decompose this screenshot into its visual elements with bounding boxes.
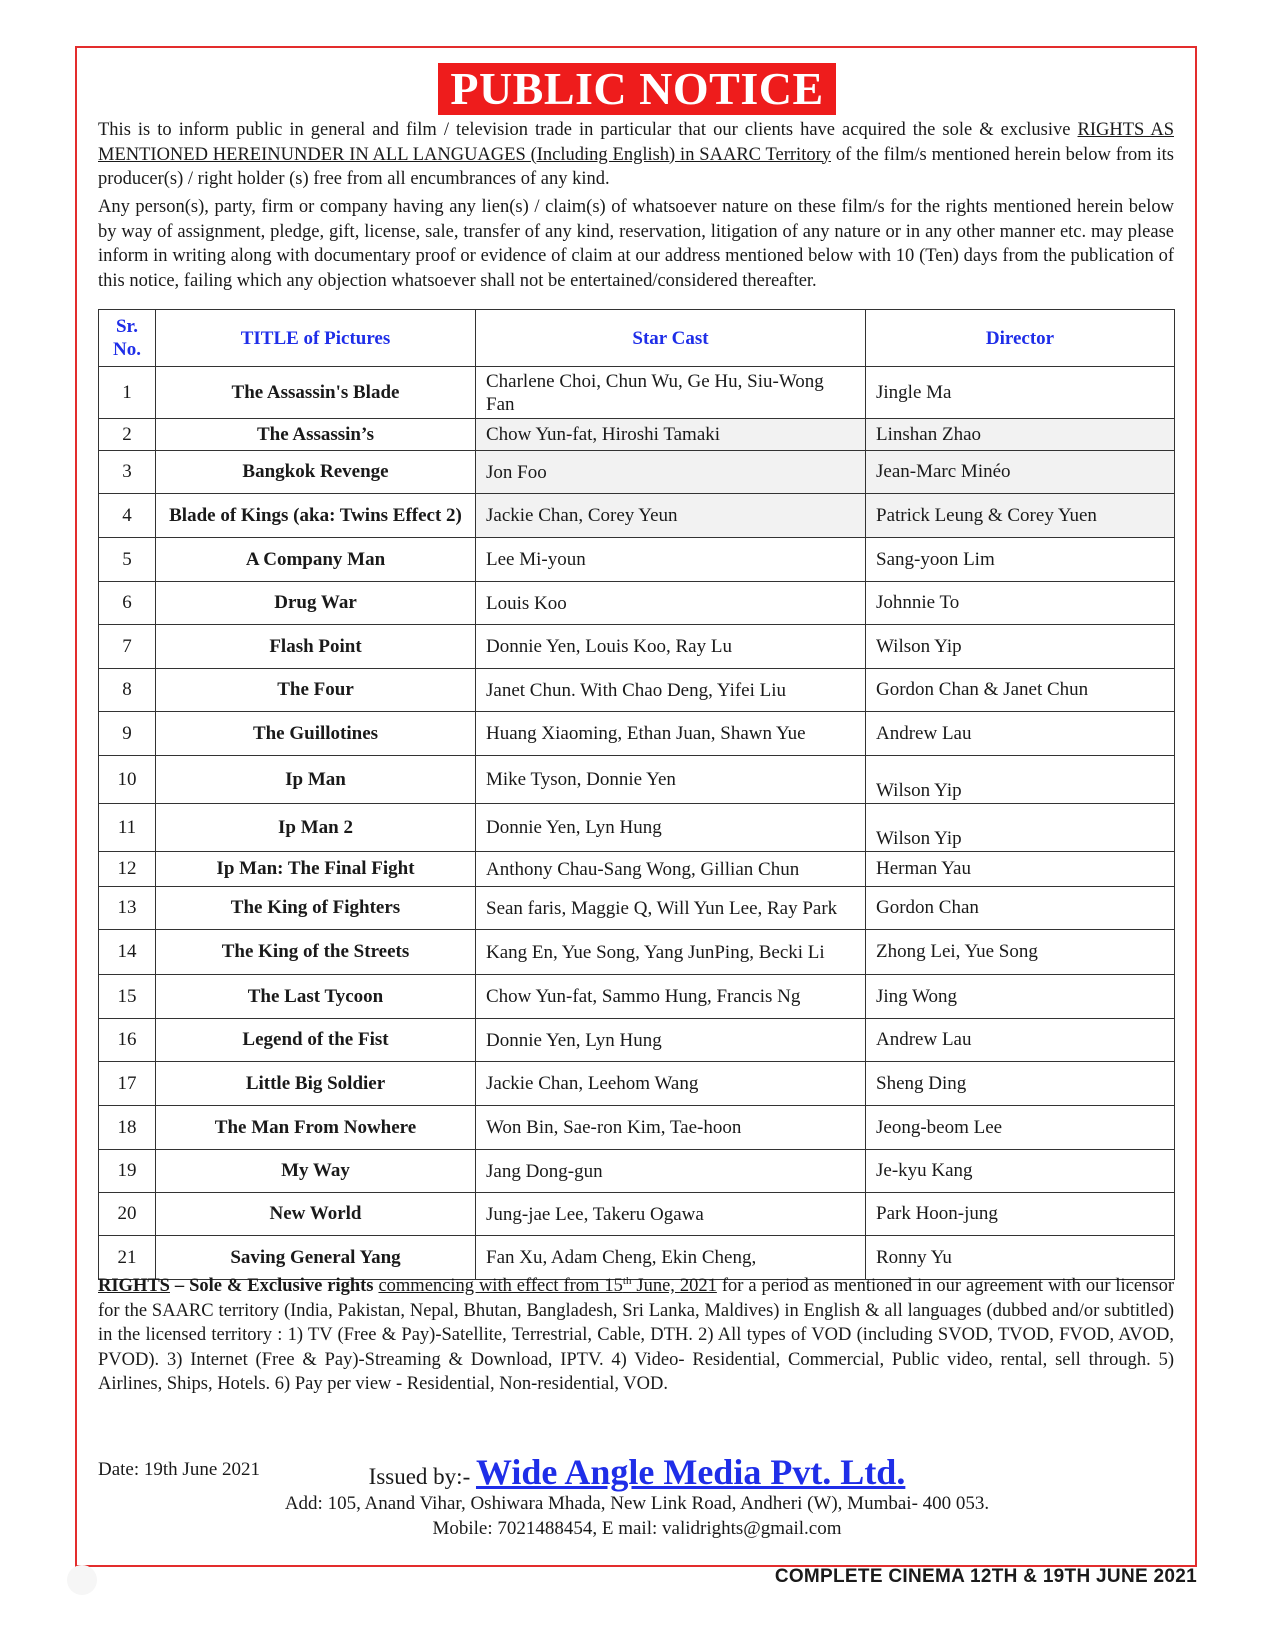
cell-title: Ip Man 2 — [156, 804, 476, 852]
claims-paragraph: Any person(s), party, firm or company having any lien(s) / claim(s) of whatsoever nature on these film/s for the rights mentioned herein below by way of assignment, pledge, gift, license, sale, transfer of any kind, reservation, litigation of any nature or in any other manner etc. may please inform in writing along with documentary proof or evidence of claim at our address mentioned below with 10 (Ten) days from the publication of this notice, failing which any objection whatsoever shall not be entertained/considered thereafter. — [98, 197, 1174, 291]
cell-sr-no: 11 — [99, 804, 156, 852]
cell-sr-no: 12 — [99, 852, 156, 887]
cell-sr-no: 1 — [99, 367, 156, 419]
cell-star-cast: Chow Yun-fat, Sammo Hung, Francis Ng — [476, 975, 866, 1019]
cell-title: Flash Point — [156, 625, 476, 669]
cell-director: Andrew Lau — [866, 712, 1175, 756]
cell-director: Jing Wong — [866, 975, 1175, 1019]
table-row — [99, 712, 1175, 756]
table-row — [99, 1019, 1175, 1062]
company-name-link[interactable]: Wide Angle Media Pvt. Ltd. — [475, 1452, 906, 1492]
cell-star-cast: Sean faris, Maggie Q, Will Yun Lee, Ray Park — [476, 887, 866, 930]
intro-text-b: of the film/s mentioned herein below from its producer(s) / right holder (s) free from all encumbrances of any kind. — [98, 144, 1174, 189]
cell-star-cast: Jackie Chan, Leehom Wang — [476, 1062, 866, 1106]
intro-paragraph — [98, 118, 1174, 192]
table-row — [99, 975, 1175, 1019]
header-title: TITLE of Pictures — [156, 310, 476, 367]
cell-star-cast: Donnie Yen, Louis Koo, Ray Lu — [476, 625, 866, 669]
cell-star-cast: Jon Foo — [476, 451, 866, 494]
header-star-cast: Star Cast — [476, 310, 866, 367]
table-row — [99, 494, 1175, 538]
cell-title: The King of the Streets — [156, 930, 476, 975]
cell-director: Wilson Yip — [866, 625, 1175, 669]
cell-sr-no: 17 — [99, 1062, 156, 1106]
cell-star-cast: Mike Tyson, Donnie Yen — [476, 756, 866, 804]
cell-director: Jeong-beom Lee — [866, 1106, 1175, 1150]
rights-label: RIGHTS — [98, 1276, 170, 1296]
table-header-row — [99, 310, 1175, 367]
cell-title: Ip Man — [156, 756, 476, 804]
cell-director: Johnnie To — [866, 582, 1175, 625]
cell-star-cast: Donnie Yen, Lyn Hung — [476, 1019, 866, 1062]
cell-sr-no: 5 — [99, 538, 156, 582]
rights-commencement: commencing with effect from 15th June, 2021 — [378, 1274, 717, 1296]
table-row — [99, 582, 1175, 625]
cell-title: The Guillotines — [156, 712, 476, 756]
issuer-contact: Mobile: 7021488454, E mail: validrights@gmail.com — [432, 1518, 842, 1539]
cell-director: Herman Yau — [866, 852, 1175, 887]
cell-title: Saving General Yang — [156, 1236, 476, 1280]
cell-director: Linshan Zhao — [866, 419, 1175, 451]
cell-director: Gordon Chan & Janet Chun — [866, 669, 1175, 712]
table-row — [99, 419, 1175, 451]
cell-title: The Assassin’s — [156, 419, 476, 451]
table-row — [99, 804, 1175, 852]
cell-star-cast: Won Bin, Sae-ron Kim, Tae-hoon — [476, 1106, 866, 1150]
cell-title: The Assassin's Blade — [156, 367, 476, 419]
cell-title: Drug War — [156, 582, 476, 625]
intro-text-a: This is to inform public in general and film / television trade in particular that our clients have acquired the sole & exclusive — [98, 120, 1078, 140]
cell-title: A Company Man — [156, 538, 476, 582]
cell-sr-no: 9 — [99, 712, 156, 756]
cell-star-cast: Fan Xu, Adam Cheng, Ekin Cheng, — [476, 1236, 866, 1280]
cell-sr-no: 13 — [99, 887, 156, 930]
cell-title: The Four — [156, 669, 476, 712]
table-row — [99, 451, 1175, 494]
cell-title: The Man From Nowhere — [156, 1106, 476, 1150]
cell-star-cast: Louis Koo — [476, 582, 866, 625]
table-row — [99, 1193, 1175, 1236]
cell-star-cast: Donnie Yen, Lyn Hung — [476, 804, 866, 852]
table-row — [99, 367, 1175, 419]
cell-star-cast: Kang En, Yue Song, Yang JunPing, Becki Li — [476, 930, 866, 975]
table-row — [99, 625, 1175, 669]
cell-sr-no: 7 — [99, 625, 156, 669]
cell-title: Blade of Kings (aka: Twins Effect 2) — [156, 494, 476, 538]
cell-director: Gordon Chan — [866, 887, 1175, 930]
rights-paragraph — [98, 1274, 1174, 1397]
header-director: Director — [866, 310, 1175, 367]
cell-star-cast: Charlene Choi, Chun Wu, Ge Hu, Siu-Wong Fan — [476, 367, 866, 419]
cell-sr-no: 20 — [99, 1193, 156, 1236]
cell-sr-no: 18 — [99, 1106, 156, 1150]
page-fold-mark — [67, 1565, 97, 1595]
table-row — [99, 756, 1175, 804]
cell-title: New World — [156, 1193, 476, 1236]
title-wrap — [0, 63, 1274, 115]
notice-title: PUBLIC NOTICE — [438, 63, 835, 115]
cell-sr-no: 2 — [99, 419, 156, 451]
cell-title: Bangkok Revenge — [156, 451, 476, 494]
cell-title: My Way — [156, 1150, 476, 1193]
cell-sr-no: 10 — [99, 756, 156, 804]
cell-star-cast: Huang Xiaoming, Ethan Juan, Shawn Yue — [476, 712, 866, 756]
cell-director: Andrew Lau — [866, 1019, 1175, 1062]
issued-by — [0, 1451, 1274, 1493]
cell-sr-no: 19 — [99, 1150, 156, 1193]
table-row — [99, 538, 1175, 582]
issuer-address: Add: 105, Anand Vihar, Oshiwara Mhada, New Link Road, Andheri (W), Mumbai- 400 053. — [284, 1493, 990, 1514]
cell-director: Wilson Yip — [866, 756, 1175, 804]
films-table — [98, 309, 1175, 1280]
cell-director: Jean-Marc Minéo — [866, 451, 1175, 494]
cell-title: Ip Man: The Final Fight — [156, 852, 476, 887]
table-row — [99, 1236, 1175, 1280]
cell-star-cast: Jang Dong-gun — [476, 1150, 866, 1193]
table-row — [99, 1062, 1175, 1106]
cell-director: Sheng Ding — [866, 1062, 1175, 1106]
cell-title: Legend of the Fist — [156, 1019, 476, 1062]
cell-director: Park Hoon-jung — [866, 1193, 1175, 1236]
cell-star-cast: Lee Mi-youn — [476, 538, 866, 582]
cell-director: Patrick Leung & Corey Yuen — [866, 494, 1175, 538]
table-row — [99, 852, 1175, 887]
cell-director: Je-kyu Kang — [866, 1150, 1175, 1193]
table-row — [99, 669, 1175, 712]
cell-star-cast: Anthony Chau-Sang Wong, Gillian Chun — [476, 852, 866, 887]
table-row — [99, 930, 1175, 975]
cell-director: Zhong Lei, Yue Song — [866, 930, 1175, 975]
cell-sr-no: 21 — [99, 1236, 156, 1280]
rights-sole-exclusive: – Sole & Exclusive rights — [169, 1276, 379, 1296]
issued-by-label: Issued by:- — [368, 1464, 476, 1489]
cell-director: Wilson Yip — [866, 804, 1175, 852]
cell-star-cast: Janet Chun. With Chao Deng, Yifei Liu — [476, 669, 866, 712]
cell-sr-no: 16 — [99, 1019, 156, 1062]
cell-sr-no: 14 — [99, 930, 156, 975]
cell-sr-no: 8 — [99, 669, 156, 712]
cell-sr-no: 4 — [99, 494, 156, 538]
cell-star-cast: Jung-jae Lee, Takeru Ogawa — [476, 1193, 866, 1236]
cell-title: Little Big Soldier — [156, 1062, 476, 1106]
cell-star-cast: Chow Yun-fat, Hiroshi Tamaki — [476, 419, 866, 451]
cell-director: Ronny Yu — [866, 1236, 1175, 1280]
publication-footer: COMPLETE CINEMA 12TH & 19TH JUNE 2021 — [774, 1566, 1197, 1587]
cell-sr-no: 3 — [99, 451, 156, 494]
cell-star-cast: Jackie Chan, Corey Yeun — [476, 494, 866, 538]
cell-director: Jingle Ma — [866, 367, 1175, 419]
cell-title: The King of Fighters — [156, 887, 476, 930]
cell-sr-no: 15 — [99, 975, 156, 1019]
header-sr-no: Sr. No. — [99, 310, 156, 367]
cell-title: The Last Tycoon — [156, 975, 476, 1019]
table-row — [99, 1106, 1175, 1150]
cell-sr-no: 6 — [99, 582, 156, 625]
table-row — [99, 887, 1175, 930]
rights-text: for a period as mentioned in our agreement with our licensor for the SAARC territory (India, Pakistan, Nepal, Bhutan, Bangladesh, Sri Lanka, Maldives) in English & all languages (dubbed and/or subtitled) in the licensed territory : 1) TV (Free & Pay)-Satellite, Terrestrial, Cable, DTH. 2) All types of VOD (including SVOD, TVOD, FVOD, AVOD, PVOD). 3) Internet (Free & Pay)-Streaming & Download, IPTV. 4) Video- Residential, Commercial, Public video, rental, sell through. 5) Airlines, Ships, Hotels. 6) Pay per view - Residential, Non-residential, VOD. — [98, 1276, 1174, 1394]
intro-rights-underlined: RIGHTS AS MENTIONED HEREINUNDER IN ALL LANGUAGES (Including English) in SAARC Territory — [98, 120, 1174, 165]
notice-date: Date: 19th June 2021 — [98, 1459, 261, 1480]
cell-director: Sang-yoon Lim — [866, 538, 1175, 582]
table-row — [99, 1150, 1175, 1193]
